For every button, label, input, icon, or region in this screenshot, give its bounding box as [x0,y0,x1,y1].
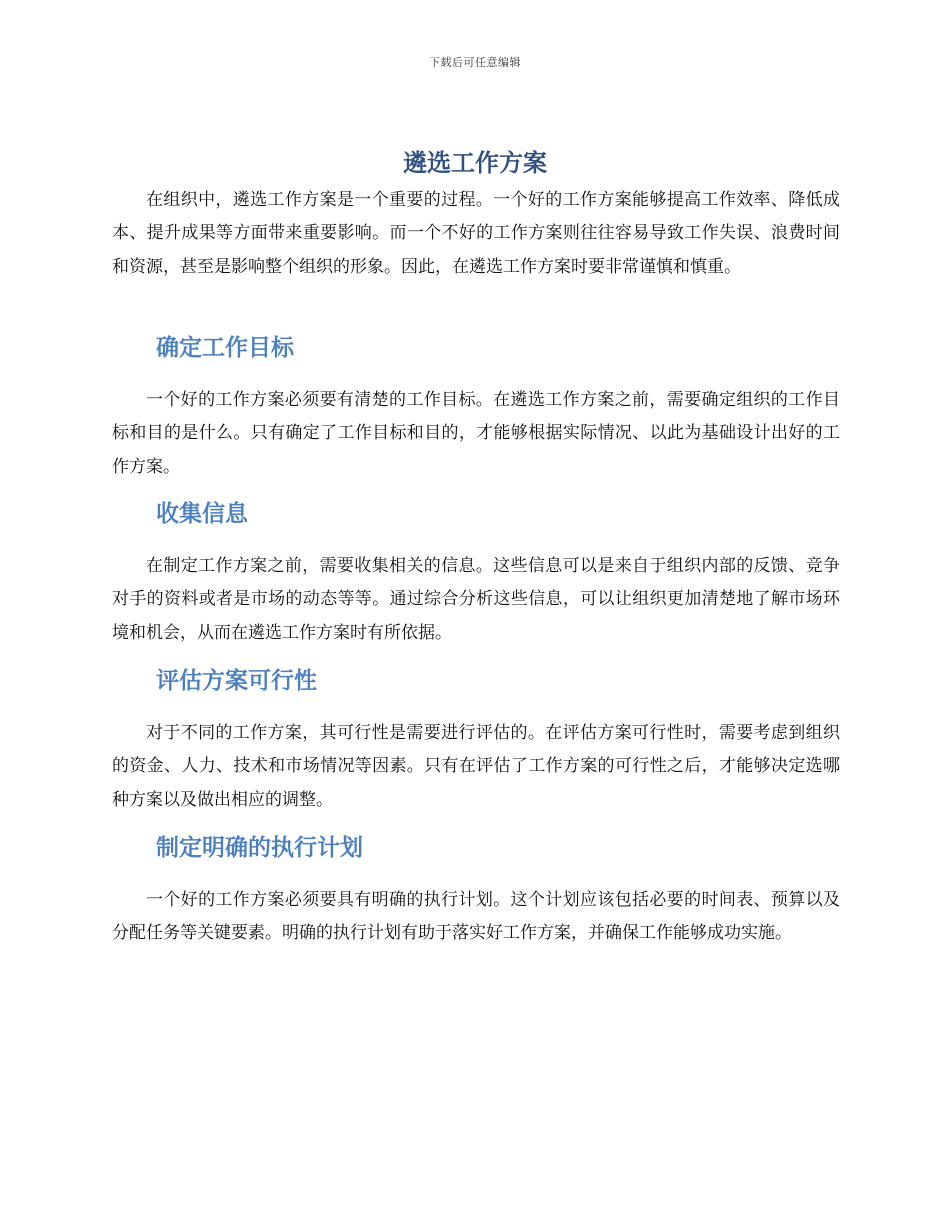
section-heading-execution-plan: 制定明确的执行计划 [156,835,363,861]
section-heading-goals: 确定工作目标 [156,335,294,361]
section-paragraph-goals: 一个好的工作方案必须要有清楚的工作目标。在遴选工作方案之前，需要确定组织的工作目标和目的是什么。只有确定了工作目标和目的，才能够根据实际情况、以此为基础设计出好的工作方案。 [112,390,840,477]
document-title: 遴选工作方案 [403,149,547,177]
section-heading-information: 收集信息 [156,501,248,527]
section-paragraph-execution-plan: 一个好的工作方案必须要具有明确的执行计划。这个计划应该包括必要的时间表、预算以及分配任务等关键要素。明确的执行计划有助于落实好工作方案，并确保工作能够成功实施。 [112,890,840,944]
section-heading-feasibility: 评估方案可行性 [156,668,317,694]
section-paragraph-feasibility: 对于不同的工作方案，其可行性是需要进行评估的。在评估方案可行性时，需要考虑到组织的资金、人力、技术和市场情况等因素。只有在评估了工作方案的可行性之后，才能够决定选哪种方案以及做出相应的调整。 [112,723,840,810]
section-paragraph-information: 在制定工作方案之前，需要收集相关的信息。这些信息可以是来自于组织内部的反馈、竞争对手的资料或者是市场的动态等等。通过综合分析这些信息，可以让组织更加清楚地了解市场环境和机会，从而在遴选工作方案时有所依据。 [112,556,840,643]
header-note: 下载后可任意编辑 [429,56,521,69]
intro-paragraph: 在组织中，遴选工作方案是一个重要的过程。一个好的工作方案能够提高工作效率、降低成本、提升成果等方面带来重要影响。而一个不好的工作方案则往往容易导致工作失误、浪费时间和资源，甚至是影响整个组织的形象。因此，在遴选工作方案时要非常谨慎和慎重。 [112,190,840,277]
